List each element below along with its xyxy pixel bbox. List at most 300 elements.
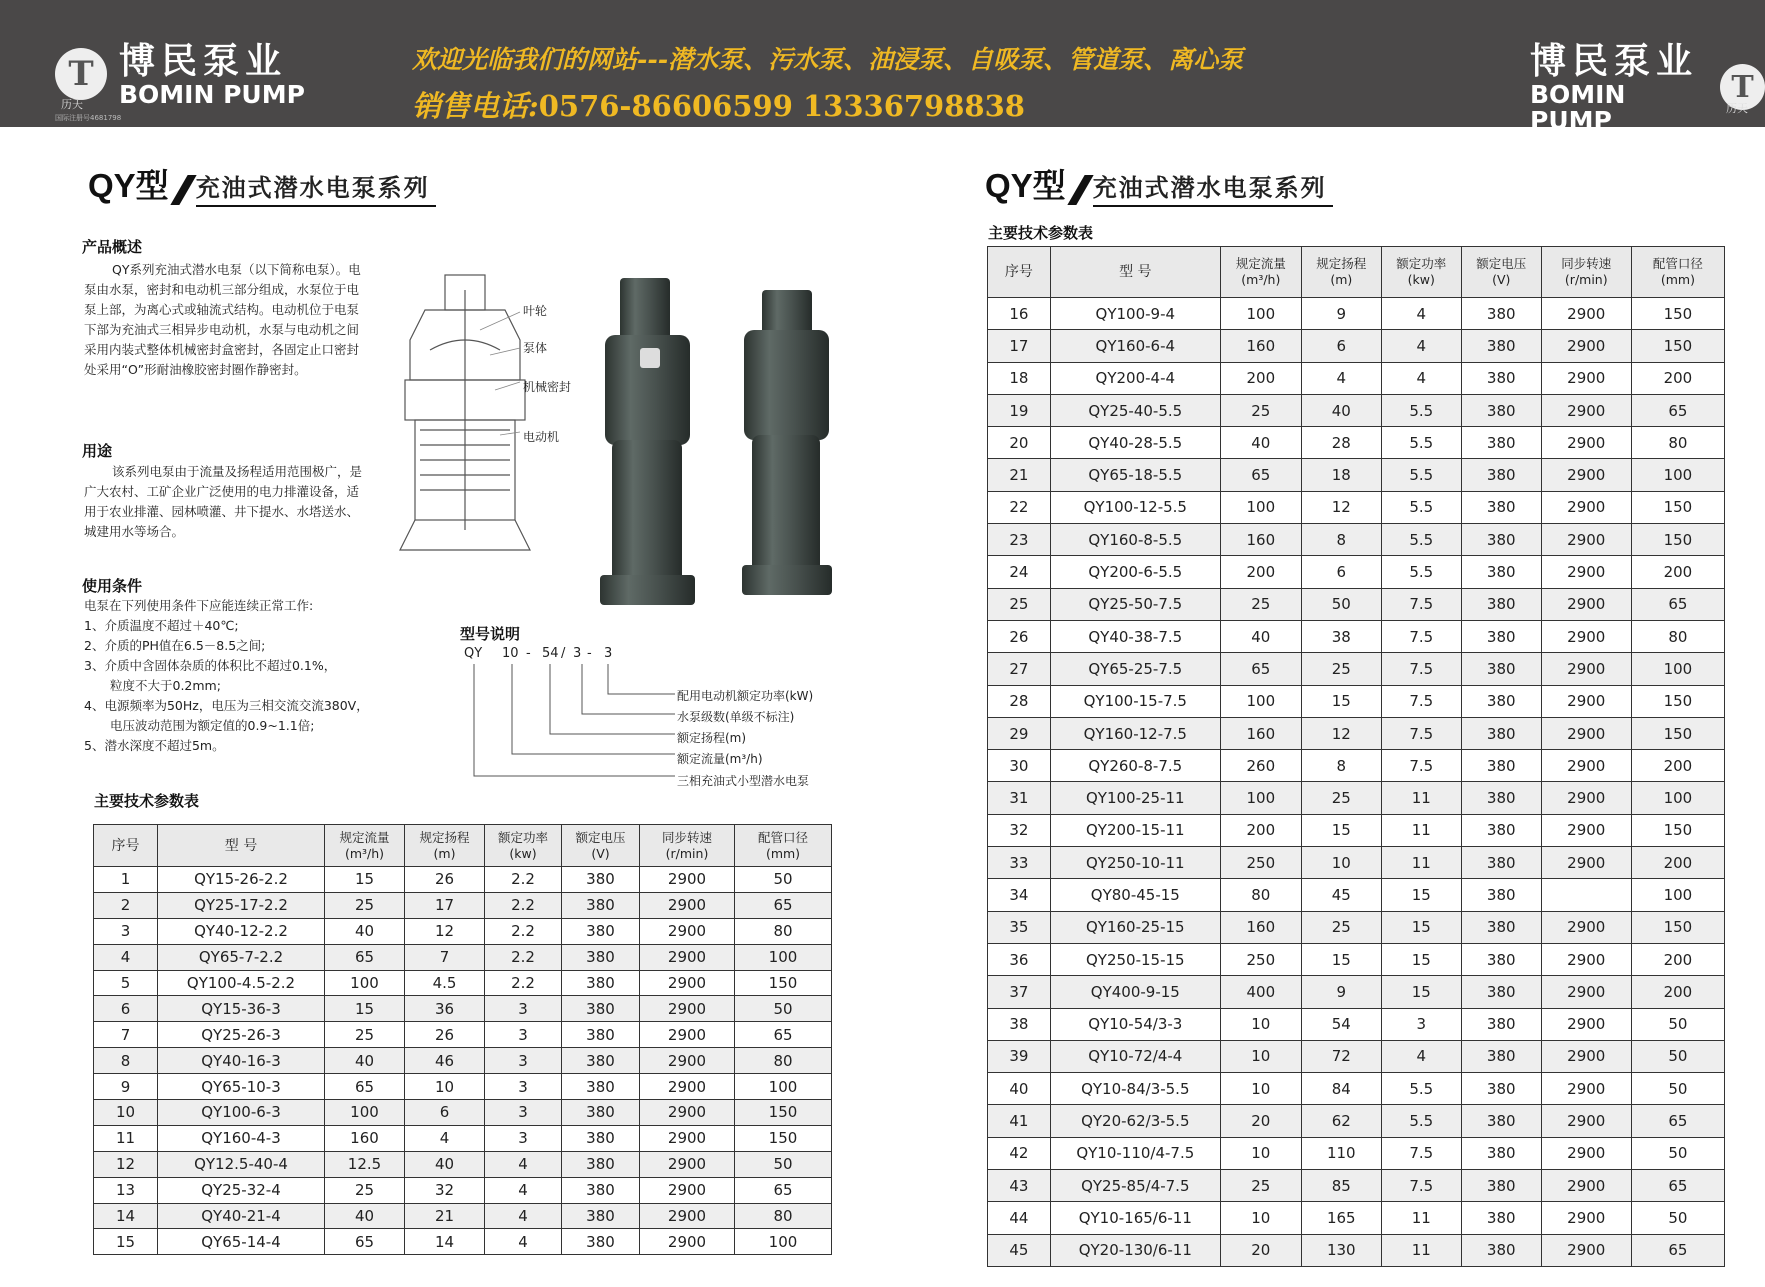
table-cell: QY25-26-3 <box>158 1022 325 1048</box>
table-cell: 2.2 <box>485 867 562 893</box>
table-cell: 150 <box>735 970 832 996</box>
table-cell: QY260-8-7.5 <box>1050 750 1220 782</box>
table-cell: 11 <box>1381 782 1461 814</box>
table-cell: QY400-9-15 <box>1050 976 1220 1008</box>
table-cell: 25 <box>988 588 1051 620</box>
table-cell: 100 <box>325 970 405 996</box>
table-cell: 4 <box>1381 1040 1461 1072</box>
col-header: 额定电压 (V) <box>1461 247 1541 298</box>
table-cell: 380 <box>562 1100 640 1126</box>
table-row <box>988 750 1725 782</box>
use-heading: 用途 <box>82 442 113 460</box>
table-cell: 44 <box>988 1202 1051 1234</box>
table-row <box>988 782 1725 814</box>
logo-right <box>1530 40 1765 134</box>
table-row <box>988 976 1725 1008</box>
table-cell: 2900 <box>1541 588 1631 620</box>
table-cell: 250 <box>1220 943 1301 975</box>
table-cell: 2 <box>94 892 158 918</box>
table-header-row <box>94 825 832 867</box>
table-cell: 2900 <box>640 918 735 944</box>
table-cell: QY10-165/6-11 <box>1050 1202 1220 1234</box>
table-cell: 25 <box>1220 1170 1301 1202</box>
table-row <box>988 847 1725 879</box>
table-cell: QY100-4.5-2.2 <box>158 970 325 996</box>
condition-item: 5、潜水深度不超过5m。 <box>84 738 225 753</box>
table-cell: 150 <box>1631 911 1724 943</box>
table-cell: 5.5 <box>1381 491 1461 523</box>
table-cell: 150 <box>1631 524 1724 556</box>
table-cell: 40 <box>405 1151 485 1177</box>
table-cell: 65 <box>1631 394 1724 426</box>
table-cell: 25 <box>1301 911 1381 943</box>
table-cell: 160 <box>325 1125 405 1151</box>
table-cell: 380 <box>1461 394 1541 426</box>
table-cell: 50 <box>1631 1008 1724 1040</box>
table-cell: 12 <box>1301 717 1381 749</box>
table-cell: 80 <box>735 1203 832 1229</box>
table-cell: 5.5 <box>1381 524 1461 556</box>
table-cell: 37 <box>988 976 1051 1008</box>
table-cell: 380 <box>1461 814 1541 846</box>
table-cell: 50 <box>1631 1137 1724 1169</box>
pump-cutaway-diagram <box>380 270 580 560</box>
table-cell: 4 <box>485 1177 562 1203</box>
table-cell: 2900 <box>1541 1170 1631 1202</box>
table-cell: 2900 <box>640 944 735 970</box>
table-cell: QY12.5-40-4 <box>158 1151 325 1177</box>
left-table-heading: 主要技术参数表 <box>94 792 200 810</box>
table-cell: QY65-10-3 <box>158 1074 325 1100</box>
cond-intro: 电泵在下列使用条件下应能连续正常工作: <box>84 598 314 613</box>
table-cell: 2900 <box>1541 911 1631 943</box>
table-cell: 5.5 <box>1381 556 1461 588</box>
col-header: 型 号 <box>1050 247 1220 298</box>
table-cell: 150 <box>735 1125 832 1151</box>
table-cell: 2900 <box>1541 1137 1631 1169</box>
condition-item: 4、电源频率为50Hz，电压为三相交流交流380V， <box>84 698 369 713</box>
table-cell: 3 <box>94 918 158 944</box>
col-header: 规定扬程 (m) <box>405 825 485 867</box>
left-title <box>88 160 436 207</box>
right-spec-table <box>987 246 1725 1267</box>
table-cell: 2900 <box>640 1074 735 1100</box>
table-cell: 2900 <box>1541 362 1631 394</box>
table-row <box>988 491 1725 523</box>
col-header: 配管口径 (mm) <box>735 825 832 867</box>
table-cell: 65 <box>1220 653 1301 685</box>
table-cell: 2900 <box>1541 976 1631 1008</box>
table-row <box>94 1048 832 1074</box>
logo-cn-right: 博民泵业 <box>1530 40 1699 82</box>
table-cell: QY100-12-5.5 <box>1050 491 1220 523</box>
table-cell: QY160-4-3 <box>158 1125 325 1151</box>
table-cell: 3 <box>485 1100 562 1126</box>
table-cell: 165 <box>1301 1202 1381 1234</box>
table-row <box>94 892 832 918</box>
col-header: 额定功率 (kw) <box>1381 247 1461 298</box>
table-cell: 26 <box>405 867 485 893</box>
table-cell: 3 <box>485 1048 562 1074</box>
table-cell: 200 <box>1631 750 1724 782</box>
table-cell: 2900 <box>1541 1105 1631 1137</box>
table-cell: QY100-25-11 <box>1050 782 1220 814</box>
diagram-label-seal: 机械密封 <box>523 380 572 394</box>
table-cell: 100 <box>1220 491 1301 523</box>
table-row <box>94 1022 832 1048</box>
condition-item: 电压波动范围为额定值的0.9~1.1倍; <box>110 718 315 733</box>
table-cell: 40 <box>325 1203 405 1229</box>
condition-item: 粒度不大于0.2mm; <box>110 678 221 693</box>
table-cell: 23 <box>988 524 1051 556</box>
table-cell: 100 <box>1631 653 1724 685</box>
table-cell: 38 <box>1301 620 1381 652</box>
table-cell: 20 <box>1220 1105 1301 1137</box>
table-row <box>988 394 1725 426</box>
legend-flow: 额定流量(m³/h) <box>677 752 763 766</box>
table-cell: 380 <box>1461 427 1541 459</box>
table-cell: 2900 <box>640 892 735 918</box>
table-cell: 15 <box>1381 976 1461 1008</box>
table-cell: 5.5 <box>1381 1105 1461 1137</box>
condition-item: 3、介质中含固体杂质的体积比不超过0.1%， <box>84 658 337 673</box>
table-row <box>988 427 1725 459</box>
logo-left <box>55 40 305 108</box>
table-cell: 380 <box>1461 1105 1541 1137</box>
table-cell: 65 <box>735 1177 832 1203</box>
model-code-part: 3 <box>573 646 582 661</box>
table-cell: 2.2 <box>485 892 562 918</box>
table-cell: 10 <box>1220 1008 1301 1040</box>
table-cell: 380 <box>1461 330 1541 362</box>
model-code-part: - <box>526 646 531 661</box>
table-cell: 100 <box>1631 459 1724 491</box>
table-cell: 380 <box>1461 1040 1541 1072</box>
table-cell: 33 <box>988 847 1051 879</box>
table-cell: 7.5 <box>1381 685 1461 717</box>
table-cell: 5.5 <box>1381 459 1461 491</box>
table-cell: 45 <box>1301 879 1381 911</box>
table-cell: 5.5 <box>1381 1073 1461 1105</box>
table-cell: 3 <box>485 1125 562 1151</box>
table-cell: 7.5 <box>1381 588 1461 620</box>
sales-line <box>412 84 1025 125</box>
table-cell: 11 <box>1381 847 1461 879</box>
table-cell: 380 <box>562 944 640 970</box>
table-row <box>988 1008 1725 1040</box>
table-cell: 15 <box>1381 911 1461 943</box>
table-cell: 65 <box>1631 1234 1724 1266</box>
table-row <box>988 653 1725 685</box>
table-cell: QY25-40-5.5 <box>1050 394 1220 426</box>
table-cell: 380 <box>562 867 640 893</box>
table-cell: 11 <box>94 1125 158 1151</box>
table-cell: 7.5 <box>1381 717 1461 749</box>
table-cell: 2900 <box>640 1229 735 1255</box>
table-cell: 260 <box>1220 750 1301 782</box>
table-cell: 35 <box>988 911 1051 943</box>
table-cell: 38 <box>988 1008 1051 1040</box>
table-cell: 150 <box>1631 330 1724 362</box>
table-row <box>988 459 1725 491</box>
legend-type: 三相充油式小型潜水电泵 <box>677 774 810 788</box>
table-cell: QY10-110/4-7.5 <box>1050 1137 1220 1169</box>
table-cell: QY20-130/6-11 <box>1050 1234 1220 1266</box>
table-cell: 2900 <box>1541 459 1631 491</box>
table-row <box>94 918 832 944</box>
table-cell: 40 <box>1220 620 1301 652</box>
table-cell: QY160-6-4 <box>1050 330 1220 362</box>
col-header: 同步转速 (r/min) <box>640 825 735 867</box>
table-cell: 2900 <box>1541 1234 1631 1266</box>
table-cell: QY160-12-7.5 <box>1050 717 1220 749</box>
table-cell: 150 <box>1631 717 1724 749</box>
table-cell: 380 <box>1461 1137 1541 1169</box>
col-header: 同步转速 (r/min) <box>1541 247 1631 298</box>
table-cell: 2.2 <box>485 944 562 970</box>
table-cell: 380 <box>1461 620 1541 652</box>
condition-item: 2、介质的PH值在6.5－8.5之间; <box>84 638 266 653</box>
table-cell: QY40-38-7.5 <box>1050 620 1220 652</box>
table-cell: 80 <box>1631 427 1724 459</box>
table-cell: 160 <box>1220 911 1301 943</box>
table-cell: 5 <box>94 970 158 996</box>
table-cell: 100 <box>1220 782 1301 814</box>
table-row <box>988 1202 1725 1234</box>
table-cell: 17 <box>988 330 1051 362</box>
table-cell: QY25-50-7.5 <box>1050 588 1220 620</box>
logo-sub-right: 历天 <box>1726 102 1748 115</box>
table-cell: 8 <box>1301 750 1381 782</box>
table-cell: QY200-6-5.5 <box>1050 556 1220 588</box>
table-cell: QY100-15-7.5 <box>1050 685 1220 717</box>
table-cell: 19 <box>988 394 1051 426</box>
table-cell: 6 <box>1301 556 1381 588</box>
table-cell: 62 <box>1301 1105 1381 1137</box>
table-cell: 20 <box>988 427 1051 459</box>
table-cell: 380 <box>562 996 640 1022</box>
table-cell: 15 <box>325 996 405 1022</box>
table-cell: QY65-7-2.2 <box>158 944 325 970</box>
table-cell: 40 <box>1220 427 1301 459</box>
table-cell: 100 <box>735 944 832 970</box>
table-cell: 22 <box>988 491 1051 523</box>
table-cell <box>1541 879 1631 911</box>
table-cell: QY10-54/3-3 <box>1050 1008 1220 1040</box>
table-cell: 84 <box>1301 1073 1381 1105</box>
col-header: 规定流量 (m³/h) <box>1220 247 1301 298</box>
table-cell: 4 <box>1381 298 1461 330</box>
table-row <box>988 1105 1725 1137</box>
table-cell: QY250-10-11 <box>1050 847 1220 879</box>
table-cell: 380 <box>1461 459 1541 491</box>
table-cell: 65 <box>1631 1170 1724 1202</box>
table-cell: 50 <box>735 996 832 1022</box>
table-cell: QY65-14-4 <box>158 1229 325 1255</box>
table-cell: 2900 <box>640 867 735 893</box>
table-cell: 380 <box>1461 362 1541 394</box>
table-header-row <box>988 247 1725 298</box>
table-cell: 110 <box>1301 1137 1381 1169</box>
model-code-part: QY <box>464 646 483 661</box>
table-cell: 50 <box>735 1151 832 1177</box>
table-row <box>988 685 1725 717</box>
table-cell: 2900 <box>1541 685 1631 717</box>
table-cell: 150 <box>1631 298 1724 330</box>
table-cell: 25 <box>1301 782 1381 814</box>
table-cell: 150 <box>1631 685 1724 717</box>
table-cell: 2900 <box>1541 1202 1631 1234</box>
table-cell: 9 <box>1301 976 1381 1008</box>
table-cell: 7.5 <box>1381 1137 1461 1169</box>
table-row <box>988 1137 1725 1169</box>
overview-heading: 产品概述 <box>82 238 143 256</box>
table-cell: 200 <box>1220 814 1301 846</box>
table-row <box>988 943 1725 975</box>
table-cell: 380 <box>562 1229 640 1255</box>
table-cell: 80 <box>735 918 832 944</box>
table-cell: 10 <box>1220 1040 1301 1072</box>
col-header: 型 号 <box>158 825 325 867</box>
table-cell: 7.5 <box>1381 653 1461 685</box>
table-cell: 160 <box>1220 330 1301 362</box>
table-cell: 34 <box>988 879 1051 911</box>
legend-power: 配用电动机额定功率(kW) <box>677 689 814 703</box>
diagram-label-body: 泵体 <box>523 341 548 355</box>
right-title-model: QY型 <box>985 167 1066 204</box>
table-cell: 3 <box>485 996 562 1022</box>
diagram-label-motor: 电动机 <box>523 430 560 444</box>
table-cell: 200 <box>1220 362 1301 394</box>
table-cell: 7.5 <box>1381 1170 1461 1202</box>
table-cell: 65 <box>1220 459 1301 491</box>
table-cell: 200 <box>1631 943 1724 975</box>
legend-stages: 水泵级数(单级不标注) <box>677 710 795 724</box>
left-title-name: 充油式潜水电泵系列 <box>196 168 436 207</box>
table-cell: 6 <box>94 996 158 1022</box>
table-cell: 380 <box>1461 879 1541 911</box>
table-cell: 40 <box>1301 394 1381 426</box>
table-row <box>988 362 1725 394</box>
table-cell: 2900 <box>1541 427 1631 459</box>
table-cell: 43 <box>988 1170 1051 1202</box>
table-cell: 4 <box>1381 362 1461 394</box>
table-cell: 2900 <box>1541 620 1631 652</box>
table-cell: 12 <box>405 918 485 944</box>
table-cell: QY250-15-15 <box>1050 943 1220 975</box>
col-header: 额定电压 (V) <box>562 825 640 867</box>
table-cell: 2900 <box>1541 847 1631 879</box>
table-cell: 8 <box>1301 524 1381 556</box>
table-cell: 2900 <box>640 1177 735 1203</box>
table-cell: 380 <box>1461 750 1541 782</box>
table-cell: QY200-4-4 <box>1050 362 1220 394</box>
table-cell: 8 <box>94 1048 158 1074</box>
table-cell: 2900 <box>1541 717 1631 749</box>
model-code-part: 54 <box>542 646 559 661</box>
table-cell: 40 <box>325 1048 405 1074</box>
table-cell: 4 <box>405 1125 485 1151</box>
table-cell: 4 <box>94 944 158 970</box>
table-cell: 25 <box>1220 588 1301 620</box>
table-cell: 25 <box>325 1022 405 1048</box>
table-cell: 380 <box>562 1048 640 1074</box>
table-cell: 250 <box>1220 847 1301 879</box>
table-cell: 2900 <box>640 1151 735 1177</box>
table-cell: 12 <box>1301 491 1381 523</box>
table-cell: 14 <box>94 1203 158 1229</box>
table-cell: 7 <box>405 944 485 970</box>
table-cell: 2900 <box>1541 298 1631 330</box>
table-cell: 72 <box>1301 1040 1381 1072</box>
pump-badge-icon <box>640 348 660 368</box>
col-header: 额定功率 (kw) <box>485 825 562 867</box>
sales-phone: 0576-86606599 13336798838 <box>538 89 1025 123</box>
table-cell: 380 <box>562 1125 640 1151</box>
table-cell: 380 <box>1461 1234 1541 1266</box>
table-cell: 380 <box>1461 588 1541 620</box>
table-cell: 14 <box>405 1229 485 1255</box>
table-cell: 50 <box>1301 588 1381 620</box>
table-cell: 30 <box>988 750 1051 782</box>
table-cell: 380 <box>1461 1008 1541 1040</box>
table-cell: 15 <box>94 1229 158 1255</box>
table-cell: 50 <box>735 867 832 893</box>
table-cell: 4 <box>1301 362 1381 394</box>
table-cell: 2900 <box>1541 750 1631 782</box>
table-cell: QY160-25-15 <box>1050 911 1220 943</box>
table-cell: 18 <box>1301 459 1381 491</box>
logo-t-icon: T <box>55 48 107 100</box>
table-cell: 2900 <box>1541 943 1631 975</box>
table-cell: 5.5 <box>1381 427 1461 459</box>
table-cell: 25 <box>325 892 405 918</box>
table-cell: QY100-6-3 <box>158 1100 325 1126</box>
table-cell: 85 <box>1301 1170 1381 1202</box>
table-cell: 150 <box>1631 491 1724 523</box>
table-row <box>988 1073 1725 1105</box>
table-cell: 15 <box>325 867 405 893</box>
table-cell: 200 <box>1631 976 1724 1008</box>
table-cell: 26 <box>405 1022 485 1048</box>
model-heading: 型号说明 <box>460 625 521 643</box>
table-cell: 3 <box>1381 1008 1461 1040</box>
table-cell: 6 <box>405 1100 485 1126</box>
table-cell: 65 <box>1631 1105 1724 1137</box>
table-cell: QY25-32-4 <box>158 1177 325 1203</box>
table-cell: 10 <box>1220 1202 1301 1234</box>
table-row <box>988 1234 1725 1266</box>
table-cell: 32 <box>405 1177 485 1203</box>
table-cell: 50 <box>1631 1073 1724 1105</box>
table-cell: QY40-21-4 <box>158 1203 325 1229</box>
table-cell: 100 <box>325 1100 405 1126</box>
table-cell: 2900 <box>1541 1040 1631 1072</box>
right-title-name: 充油式潜水电泵系列 <box>1093 168 1333 207</box>
right-table-heading: 主要技术参数表 <box>988 224 1094 242</box>
table-row <box>94 867 832 893</box>
model-code-part: 10 <box>502 646 519 661</box>
table-cell: 150 <box>1631 814 1724 846</box>
table-row <box>988 330 1725 362</box>
table-cell: 65 <box>325 1229 405 1255</box>
table-row <box>988 1040 1725 1072</box>
table-cell: 5.5 <box>1381 394 1461 426</box>
table-cell: 380 <box>562 1074 640 1100</box>
table-cell: 10 <box>405 1074 485 1100</box>
table-cell: 2900 <box>1541 491 1631 523</box>
table-cell: 12.5 <box>325 1151 405 1177</box>
